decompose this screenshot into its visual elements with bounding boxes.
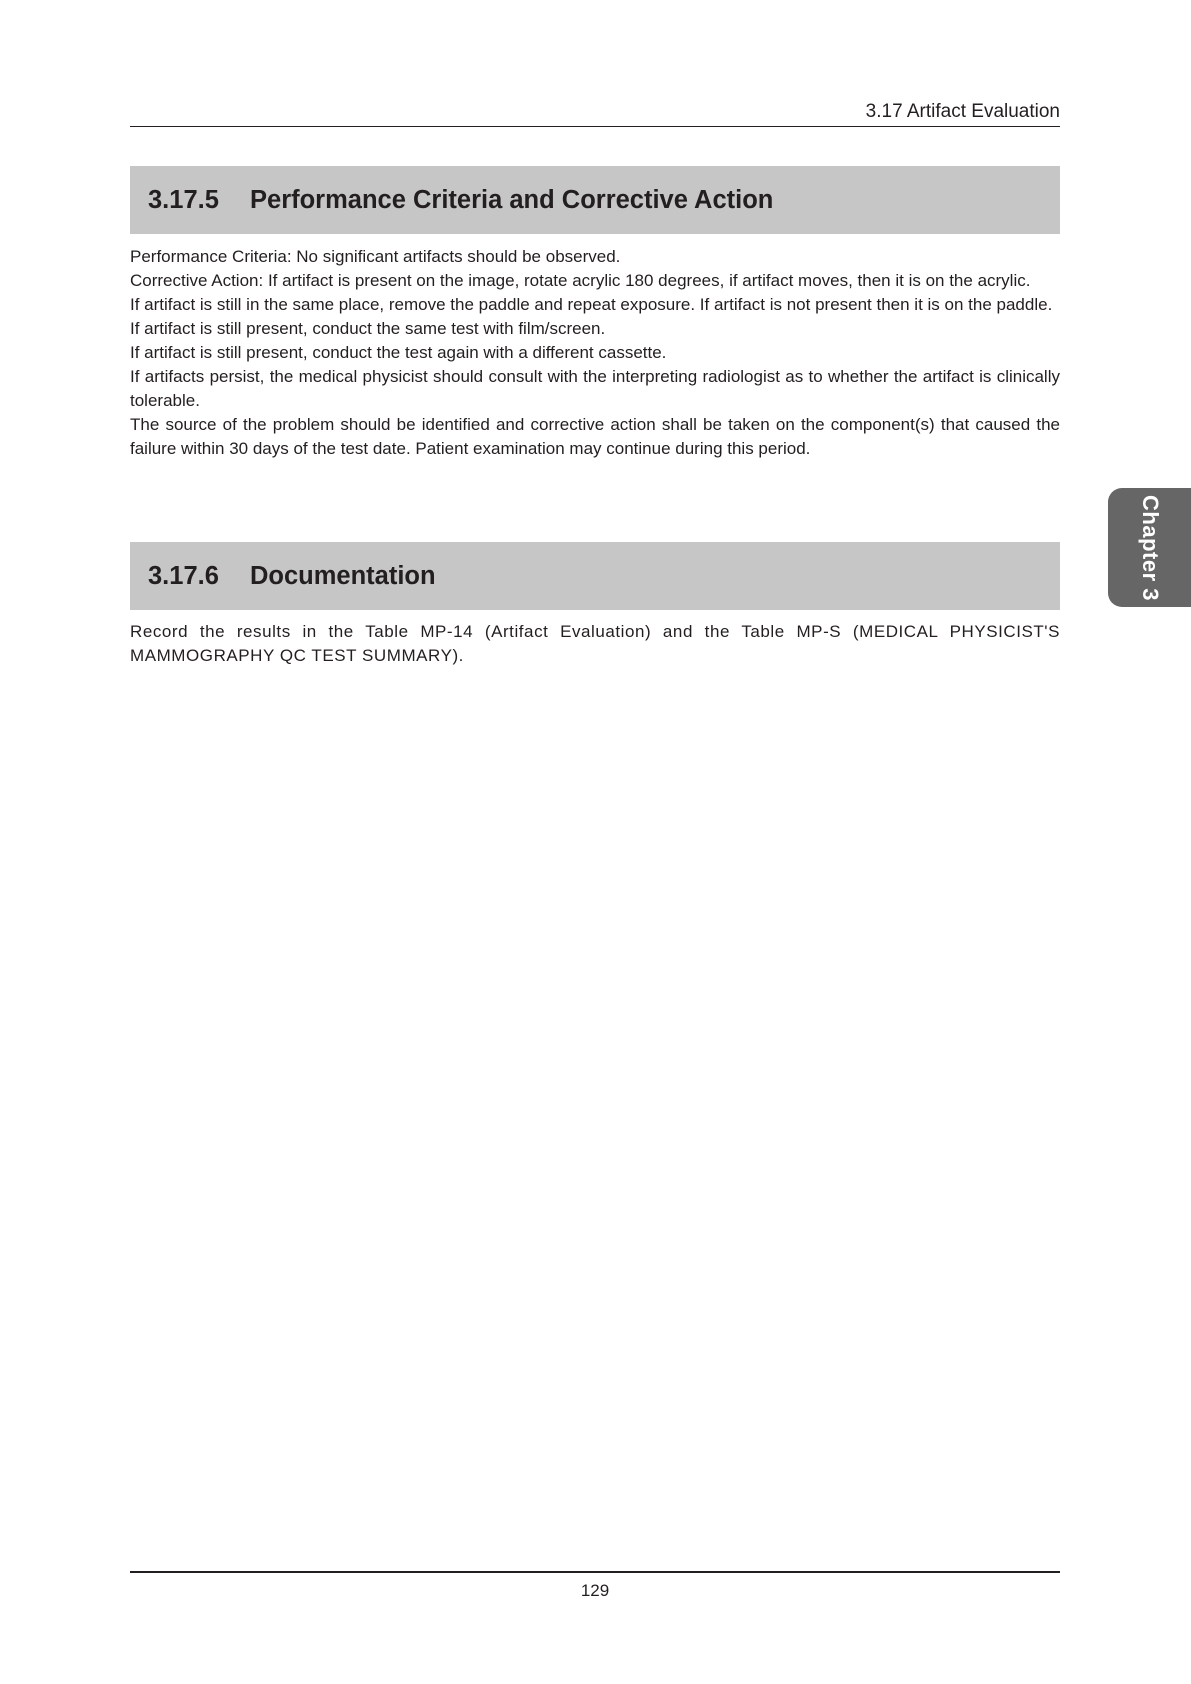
running-head: 3.17 Artifact Evaluation — [865, 101, 1060, 122]
paragraph: The source of the problem should be identified and corrective action shall be taken on the component(s) that caused the failure within 30 days of the test date. Patient examination may continue during this period. — [130, 415, 1060, 458]
paragraph: If artifact is still present, conduct the test again with a different cassette. — [130, 343, 667, 362]
section-title: Performance Criteria and Corrective Action — [250, 185, 774, 214]
section-number: 3.17.5 — [148, 185, 219, 214]
section-body-documentation — [130, 620, 1060, 668]
paragraph: Record the results in the Table MP-14 (Artifact Evaluation) and the Table MP-S (MEDICAL PHYSICIST'S MAMMOGRAPHY QC TEST SUMMARY). — [130, 622, 1060, 665]
paragraph: Performance Criteria: No significant artifacts should be observed. — [130, 247, 621, 266]
section-heading-documentation — [130, 542, 1060, 610]
section-heading-performance-criteria — [130, 166, 1060, 234]
section-title: Documentation — [250, 561, 436, 590]
header-rule — [130, 126, 1060, 127]
page-number: 129 — [580, 1581, 610, 1600]
paragraph: Corrective Action: If artifact is present on the image, rotate acrylic 180 degrees, if artifact moves, then it is on the acrylic. — [130, 271, 1031, 290]
chapter-tab-label: Chapter 3 — [1137, 494, 1163, 601]
paragraph: If artifact is still in the same place, remove the paddle and repeat exposure. If artifact is not present then it is on the paddle. — [130, 295, 1053, 314]
section-number: 3.17.6 — [148, 561, 219, 590]
paragraph: If artifact is still present, conduct the same test with film/screen. — [130, 319, 606, 338]
chapter-tab — [1108, 488, 1191, 607]
section-body-performance-criteria — [130, 245, 1060, 461]
footer-rule — [130, 1571, 1060, 1573]
paragraph: If artifacts persist, the medical physicist should consult with the interpreting radiologist as to whether the artifact is clinically tolerable. — [130, 367, 1060, 410]
